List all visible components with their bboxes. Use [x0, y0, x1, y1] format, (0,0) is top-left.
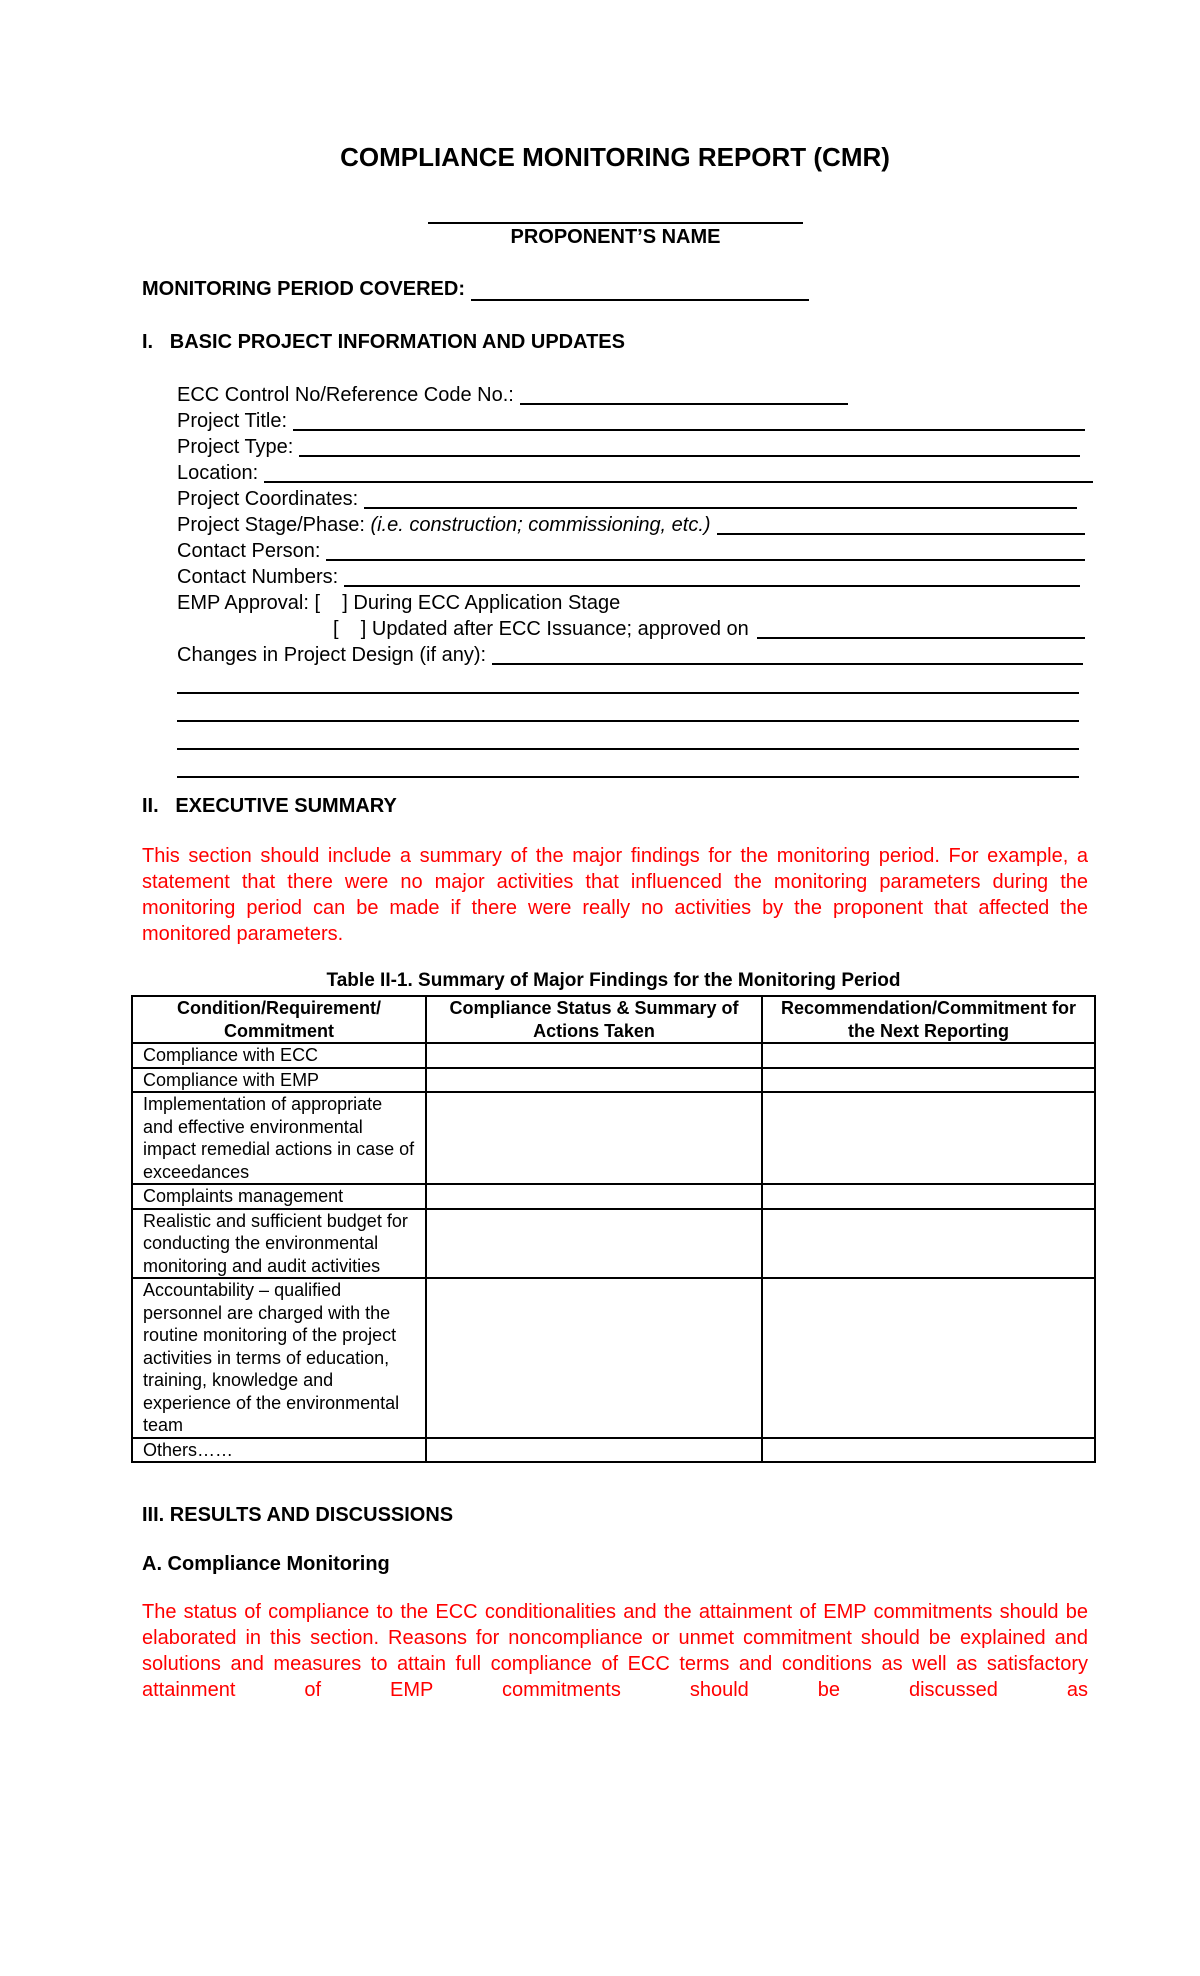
table-row	[132, 1043, 1095, 1068]
condition-cell: Realistic and sufficient budget for conducting the environmental monitoring and audit activities	[132, 1209, 426, 1279]
field-hint: (i.e. construction; commissioning, etc.)	[370, 514, 711, 536]
recommendation-cell[interactable]	[762, 1278, 1095, 1438]
table-row	[132, 1092, 1095, 1184]
condition-cell: Accountability – qualified personnel are charged with the routine monitoring of the project activities in terms of education, training, knowledge and experience of the environmental team	[132, 1278, 426, 1438]
recommendation-cell[interactable]	[762, 1184, 1095, 1209]
field-blank[interactable]	[326, 539, 1085, 561]
monitoring-period-blank[interactable]	[471, 279, 809, 301]
table-row	[132, 1438, 1095, 1463]
table-header-row	[132, 996, 1095, 1043]
monitoring-period-row	[142, 278, 809, 301]
field-label: Project Type:	[177, 436, 294, 458]
field-label: Location:	[177, 462, 259, 484]
field-label: Contact Numbers:	[177, 566, 339, 588]
field-blank[interactable]	[717, 513, 1085, 535]
status-cell[interactable]	[426, 1068, 762, 1093]
emp-approval-row	[177, 590, 1089, 616]
field-changes-design	[177, 642, 1089, 668]
condition-cell: Implementation of appropriate and effective environmental impact remedial actions in case of exceedances	[132, 1092, 426, 1184]
compliance-monitoring-instruction: The status of compliance to the ECC conditionalities and the attainment of EMP commitments should be elaborated in this section. Reasons for noncompliance or unmet commitment should be explained and solutions and measures to attain full compliance of ECC terms and conditions as well as satisfactory attainment of EMP commitments should be discussed as	[142, 1601, 1088, 1701]
major-findings-table	[131, 995, 1096, 1463]
field-project-title	[177, 408, 1089, 434]
changes-line-2[interactable]	[177, 696, 1079, 722]
field-label: ECC Control No/Reference Code No.:	[177, 384, 514, 406]
field-blank[interactable]	[520, 383, 848, 405]
field-project-coordinates	[177, 486, 1089, 512]
field-blank[interactable]	[293, 409, 1085, 431]
emp-option-during-ecc[interactable]: [ ] During ECC Application Stage	[314, 592, 621, 614]
emp-approval-label: EMP Approval:	[177, 592, 309, 614]
recommendation-cell[interactable]	[762, 1092, 1095, 1184]
changes-line-3[interactable]	[177, 724, 1079, 750]
project-info-fields	[177, 382, 1089, 778]
status-cell[interactable]	[426, 1184, 762, 1209]
emp-approval-row-2	[177, 616, 1089, 642]
field-blank[interactable]	[492, 643, 1083, 665]
field-label: Contact Person:	[177, 540, 321, 562]
field-contact-numbers	[177, 564, 1089, 590]
emp-option-updated[interactable]: [ ] Updated after ECC Issuance; approved on	[333, 618, 749, 640]
changes-line-4[interactable]	[177, 752, 1079, 778]
section-2-heading: II. EXECUTIVE SUMMARY	[142, 795, 397, 817]
changes-line-1[interactable]	[177, 668, 1079, 694]
field-ecc-control-no	[177, 382, 1089, 408]
proponent-name-blank[interactable]	[428, 222, 803, 224]
condition-cell: Compliance with ECC	[132, 1043, 426, 1068]
executive-summary-instruction: This section should include a summary of the major findings for the monitoring period. For example, a statement that there were no major activities that influenced the monitoring parameters during the monitoring period can be made if there were really no activities by the proponent that affected the monitored parameters.	[142, 845, 1088, 945]
status-cell[interactable]	[426, 1438, 762, 1463]
condition-cell: Compliance with EMP	[132, 1068, 426, 1093]
field-blank[interactable]	[264, 461, 1093, 483]
column-header: Recommendation/Commitment for the Next Reporting	[762, 996, 1095, 1043]
table-caption: Table II-1. Summary of Major Findings for the Monitoring Period	[326, 970, 901, 991]
recommendation-cell[interactable]	[762, 1209, 1095, 1279]
column-header: Condition/Requirement/ Commitment	[132, 996, 426, 1043]
field-blank[interactable]	[364, 487, 1077, 509]
document-title: COMPLIANCE MONITORING REPORT (CMR)	[340, 142, 890, 172]
field-blank[interactable]	[299, 435, 1080, 457]
field-project-stage	[177, 512, 1089, 538]
status-cell[interactable]	[426, 1278, 762, 1438]
table-row	[132, 1184, 1095, 1209]
table-row	[132, 1068, 1095, 1093]
section-3-heading: III. RESULTS AND DISCUSSIONS	[142, 1504, 454, 1526]
field-blank[interactable]	[344, 565, 1080, 587]
table-row	[132, 1209, 1095, 1279]
condition-cell: Complaints management	[132, 1184, 426, 1209]
approved-on-blank[interactable]	[757, 617, 1085, 639]
recommendation-cell[interactable]	[762, 1438, 1095, 1463]
condition-cell: Others……	[132, 1438, 426, 1463]
recommendation-cell[interactable]	[762, 1043, 1095, 1068]
status-cell[interactable]	[426, 1092, 762, 1184]
status-cell[interactable]	[426, 1043, 762, 1068]
section-1-heading: I. BASIC PROJECT INFORMATION AND UPDATES	[142, 331, 625, 353]
column-header: Compliance Status & Summary of Actions Taken	[426, 996, 762, 1043]
monitoring-period-label: MONITORING PERIOD COVERED:	[142, 278, 465, 300]
status-cell[interactable]	[426, 1209, 762, 1279]
proponent-name-label: PROPONENT’S NAME	[510, 226, 721, 248]
field-project-type	[177, 434, 1089, 460]
recommendation-cell[interactable]	[762, 1068, 1095, 1093]
field-contact-person	[177, 538, 1089, 564]
field-label: Project Coordinates:	[177, 488, 359, 510]
field-label: Project Title:	[177, 410, 288, 432]
field-label: Changes in Project Design (if any):	[177, 644, 487, 666]
table-row	[132, 1278, 1095, 1438]
compliance-monitoring-subheading: A. Compliance Monitoring	[142, 1553, 390, 1575]
field-label: Project Stage/Phase:	[177, 514, 365, 536]
field-location	[177, 460, 1089, 486]
